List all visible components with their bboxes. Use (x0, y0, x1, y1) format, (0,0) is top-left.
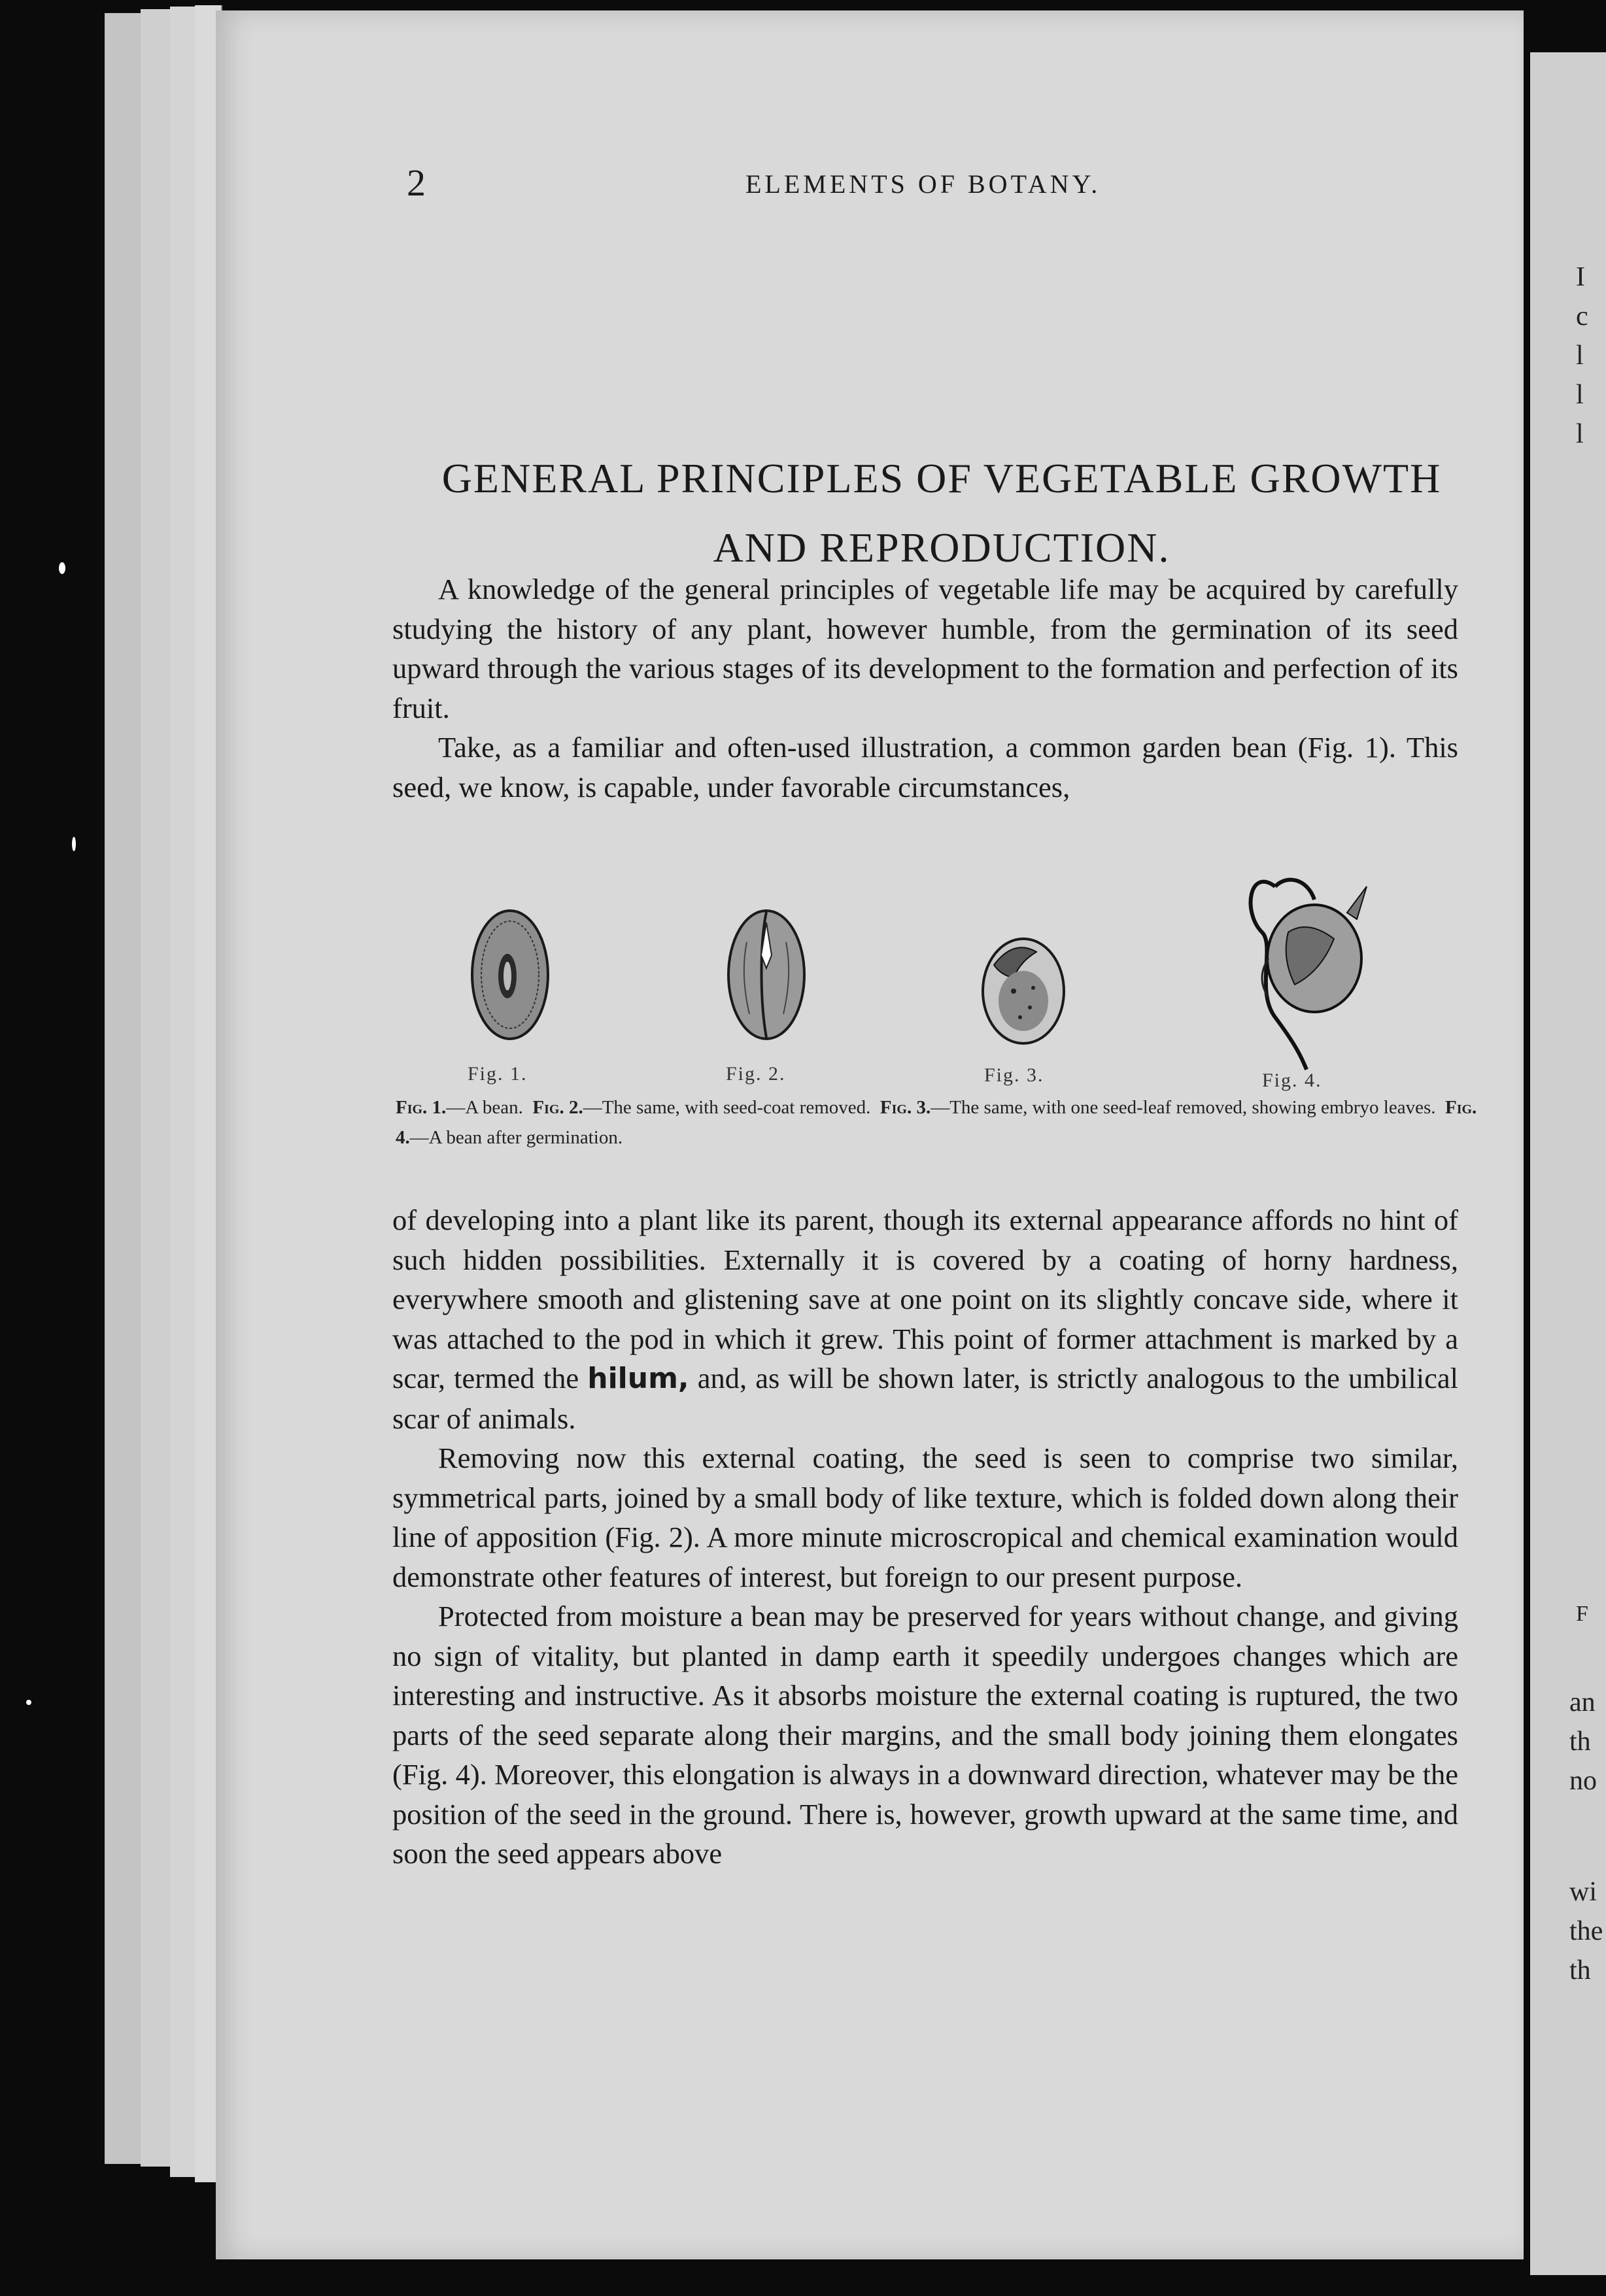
caption-fig4-text: —A bean after germination. (409, 1127, 623, 1148)
paragraph-text: of developing into a plant like its parent, though its external appearance affords no hint of such hidden possibilities. Externally it is covered by a coating of horny hardness, everywhere smooth and glistening save at one point on its slightly concave side, where it was attached to the pod in which it grew. This point of former attachment is marked by a scar, termed the (392, 1204, 1458, 1394)
bean-whole-icon (464, 903, 556, 1047)
bean-embryo-icon (974, 926, 1072, 1050)
caption-fig2-ref: Fig. 2. (532, 1097, 583, 1118)
figure-1 (464, 903, 556, 1047)
chapter-title (386, 444, 1497, 582)
intro-text (392, 569, 1458, 807)
figure-4-label: Fig. 4. (1262, 1070, 1322, 1091)
chapter-title-line-2: AND REPRODUCTION. (713, 524, 1170, 571)
page-number: 2 (407, 161, 426, 204)
book-page (216, 10, 1524, 2259)
bean-germinating-icon (1229, 860, 1373, 1076)
scan-speck (26, 1700, 31, 1705)
chapter-title-line-1: GENERAL PRINCIPLES OF VEGETABLE GROWTH (441, 454, 1442, 501)
facing-fragment: l (1576, 380, 1584, 410)
scan-speck (72, 837, 76, 851)
figure-1-label: Fig. 1. (468, 1063, 528, 1085)
paragraph-text: and, as will be shown later, is strictly analogous to the umbilical scar of animals. (392, 1362, 1459, 1435)
figure-2 (721, 903, 812, 1047)
facing-fragment: l (1576, 419, 1584, 449)
facing-fragment: I (1576, 262, 1585, 292)
continuation-text (392, 1200, 1458, 1874)
figure-2-label: Fig. 2. (726, 1063, 786, 1085)
figure-3-label: Fig. 3. (984, 1064, 1044, 1086)
term-hilum: hilum, (587, 1362, 689, 1395)
scan-speck (59, 562, 65, 574)
bean-coat-removed-icon (721, 903, 812, 1047)
running-head (216, 161, 1524, 213)
facing-fragment: th (1569, 1727, 1591, 1757)
caption-fig1-ref: Fig. 1. (396, 1097, 447, 1118)
caption-fig3-ref: Fig. 3. (880, 1097, 931, 1118)
figure-caption (396, 1092, 1481, 1153)
caption-fig1-text: —A bean. (446, 1097, 523, 1118)
caption-fig4-ref: Fig. 4. (396, 1097, 1477, 1148)
facing-fragment: th (1569, 1955, 1591, 1985)
facing-fragment: c (1576, 301, 1588, 331)
paragraph: Take, as a familiar and often-used illustration, a common garden bean (Fig. 1). This seed, we know, is capable, under favorable circumstances, (392, 731, 1458, 803)
caption-fig2-text: —The same, with seed-coat removed. (583, 1097, 871, 1118)
facing-fragment: an (1569, 1687, 1596, 1717)
facing-fragment: the (1569, 1916, 1603, 1946)
facing-fragment: no (1569, 1766, 1597, 1796)
figure-4 (1229, 860, 1373, 1076)
facing-fragment: F (1576, 1602, 1588, 1626)
facing-page (1530, 52, 1606, 2275)
paragraph (392, 1200, 1458, 1438)
facing-fragment: wi (1569, 1877, 1597, 1907)
paragraph: A knowledge of the general principles of vegetable life may be acquired by carefully studying the history of any plant, however humble, from the germination of its seed upward through the various stages of its development to the formation and perfection of its fruit. (392, 573, 1458, 724)
running-title: ELEMENTS OF BOTANY. (745, 169, 1101, 199)
caption-fig3-text: —The same, with one seed-leaf removed, showing embryo leaves. (931, 1097, 1436, 1118)
facing-fragment: l (1576, 341, 1584, 371)
paragraph: Removing now this external coating, the seed is seen to comprise two similar, symmetrical parts, joined by a small body of like texture, which is folded down along their line of apposition (Fig. 2). A more minute microscropical and chemical examination would demonstrate other features of interest, but foreign to our present purpose. (392, 1442, 1458, 1593)
paragraph: Protected from moisture a bean may be preserved for years without change, and giving no sign of vitality, but planted in damp earth it speedily undergoes changes which are interesting and instructive. As it absorbs moisture the external coating is ruptured, the two parts of the seed separate along their margins, and the small body joining them elongates (Fig. 4). Moreover, this elongation is always in a downward direction, whatever may be the position of the seed in the ground. There is, however, growth upward at the same time, and soon the seed appears above (392, 1600, 1458, 1870)
figure-3 (974, 926, 1072, 1050)
